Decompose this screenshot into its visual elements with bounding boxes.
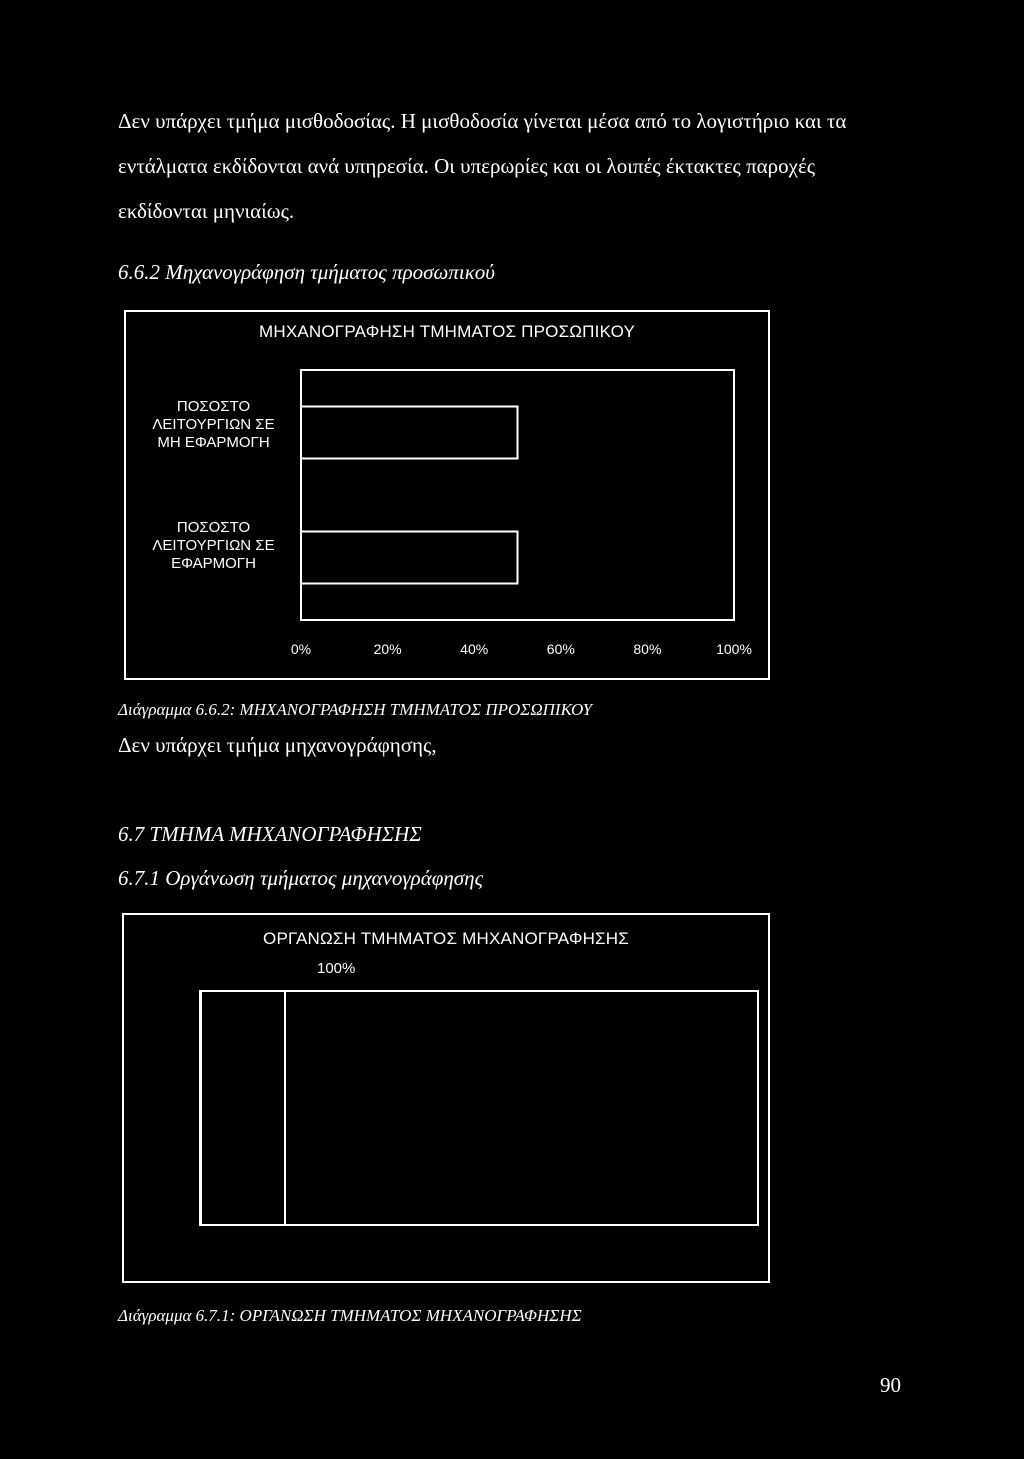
- chart-title: ΜΗΧΑΝΟΓΡΑΦΗΣΗ ΤΜΗΜΑΤΟΣ ΠΡΟΣΩΠΙΚΟΥ: [258, 322, 636, 341]
- page-number: 90: [880, 1373, 901, 1397]
- note-no-department: Δεν υπάρχει τμήμα μηχανογράφησης,: [118, 733, 437, 757]
- chart-6-7-1: [122, 913, 770, 1283]
- bar: [301, 532, 518, 584]
- plot-area: [124, 915, 768, 1281]
- category-label-line: ΜΗ ΕΦΑΡΜΟΓΗ: [157, 434, 270, 451]
- chart-6-6-2: [124, 310, 770, 680]
- x-tick-label: 100%: [716, 641, 752, 657]
- category-label-line: ΠΟΣΟΣΤΟ: [176, 519, 251, 536]
- x-tick-label: 80%: [633, 641, 662, 657]
- section-6-7-1-heading: 6.7.1 Οργάνωση τμήματος μηχανογράφησης: [118, 866, 484, 890]
- category-label-line: ΛΕΙΤΟΥΡΓΙΩΝ ΣΕ: [152, 416, 275, 433]
- plot-frame: [200, 991, 758, 1225]
- category-label-line: ΠΟΣΟΣΤΟ: [176, 398, 251, 415]
- section-6-6-2-heading: 6.6.2 Μηχανογράφηση τμήματος προσωπικού: [118, 260, 495, 284]
- figure-caption-6-6-2: Διάγραμμα 6.6.2: ΜΗΧΑΝΟΓΡΑΦΗΣΗ ΤΜΗΜΑΤΟΣ ΠΡΟΣΩΠΙΚΟΥ: [118, 700, 593, 719]
- x-tick-label: 60%: [546, 641, 575, 657]
- category-label-line: ΛΕΙΤΟΥΡΓΙΩΝ ΣΕ: [152, 537, 275, 554]
- bar: [301, 407, 518, 459]
- data-label: 100%: [317, 960, 356, 977]
- intro-paragraph: Δεν υπάρχει τμήμα μισθοδοσίας. Η μισθοδοσία γίνεται μέσα από το λογιστήριο και τα εντάλματα εκδίδονται ανά υπηρεσία. Οι υπερωρίες και οι λοιπές έκτακτες παροχές εκδίδονται μηνιαίως.: [118, 109, 847, 223]
- bar: [201, 991, 285, 1225]
- chart-title: ΟΡΓΑΝΩΣΗ ΤΜΗΜΑΤΟΣ ΜΗΧΑΝΟΓΡΑΦΗΣΗΣ: [263, 929, 629, 948]
- x-tick-label: 20%: [373, 641, 402, 657]
- x-tick-label: 0%: [290, 641, 312, 657]
- category-label-line: ΕΦΑΡΜΟΓΗ: [171, 555, 256, 572]
- x-tick-label: 40%: [460, 641, 489, 657]
- figure-caption-6-7-1: Διάγραμμα 6.7.1: ΟΡΓΑΝΩΣΗ ΤΜΗΜΑΤΟΣ ΜΗΧΑΝΟΓΡΑΦΗΣΗΣ: [118, 1306, 582, 1325]
- plot-area: [126, 312, 768, 678]
- section-6-7-heading: 6.7 ΤΜΗΜΑ ΜΗΧΑΝΟΓΡΑΦΗΣΗΣ: [118, 822, 422, 846]
